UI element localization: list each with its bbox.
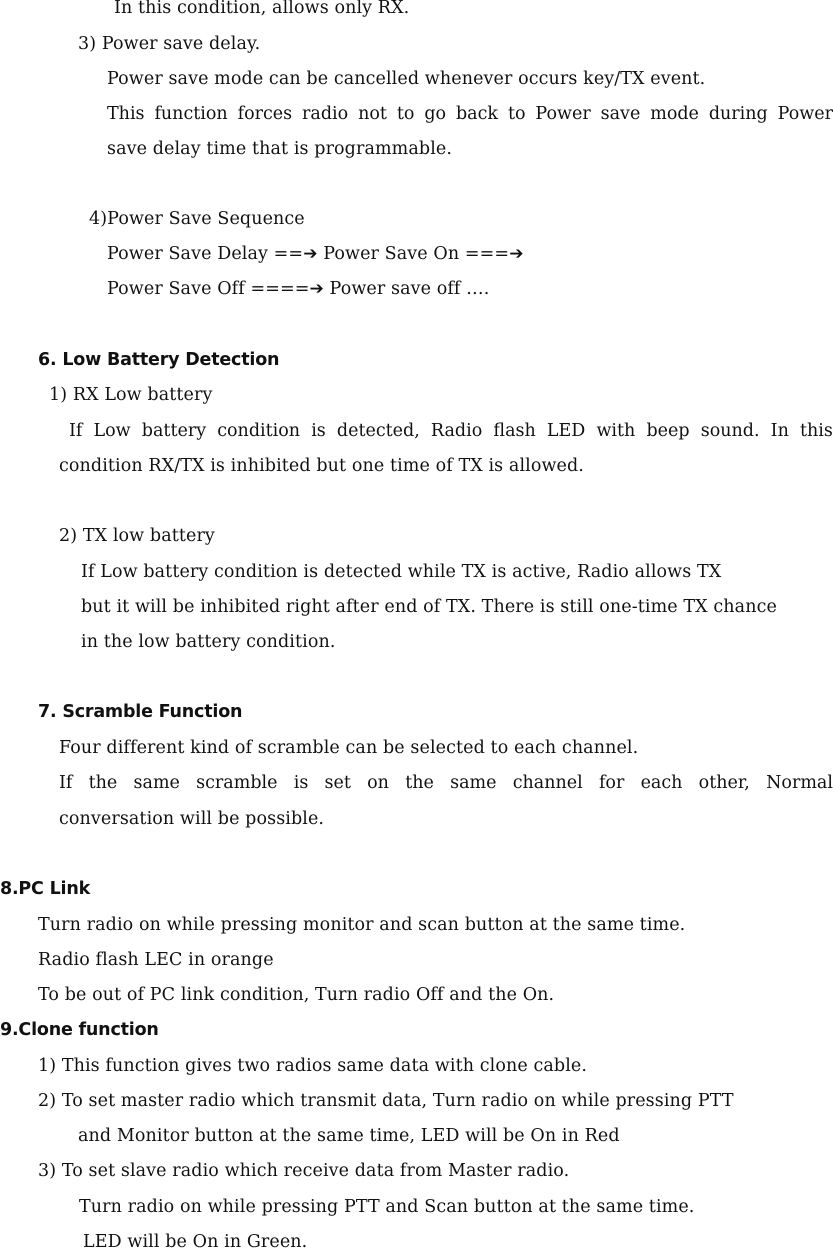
arrow-right-icon: ➔ bbox=[509, 244, 524, 264]
tx-low-battery-line2: but it will be inhibited right after end of TX. There is still one-time TX chance bbox=[81, 597, 777, 617]
word: is bbox=[293, 773, 309, 793]
scramble-line1: Four different kind of scramble can be selected to each channel. bbox=[59, 738, 639, 758]
clone-heading: 9.Clone function bbox=[0, 1020, 159, 1040]
clone-item3-line3: LED will be On in Green. bbox=[83, 1232, 308, 1252]
word: Radio bbox=[430, 421, 483, 441]
arrow-right-icon: ➔ bbox=[309, 279, 324, 299]
clone-item2-line1: 2) To set master radio which transmit data, Turn radio on while pressing PTT bbox=[38, 1091, 734, 1111]
word: save bbox=[600, 104, 641, 124]
clone-item3-line2: Turn radio on while pressing PTT and Scan button at the same time. bbox=[79, 1197, 695, 1217]
power-save-delay-line1: Power save mode can be cancelled whenever occurs key/TX event. bbox=[107, 69, 706, 89]
clone-item3-line1: 3) To set slave radio which receive data from Master radio. bbox=[38, 1161, 570, 1181]
pc-link-line1: Turn radio on while pressing monitor and scan button at the same time. bbox=[38, 915, 686, 935]
scramble-line2 bbox=[59, 772, 833, 794]
word: during bbox=[708, 104, 768, 124]
word: mode bbox=[650, 104, 699, 124]
word: battery bbox=[141, 421, 207, 441]
word: other, bbox=[698, 773, 750, 793]
word: with bbox=[596, 421, 636, 441]
word: each bbox=[640, 773, 683, 793]
word: on bbox=[367, 773, 389, 793]
word: Power bbox=[777, 104, 833, 124]
word: set bbox=[324, 773, 351, 793]
word: Power bbox=[535, 104, 591, 124]
word: beep bbox=[646, 421, 690, 441]
power-save-sequence-line2 bbox=[107, 278, 489, 300]
tx-low-battery-title: 2) TX low battery bbox=[59, 526, 215, 546]
word: same bbox=[450, 773, 497, 793]
rx-low-battery-line2: condition RX/TX is inhibited but one time of TX is allowed. bbox=[59, 456, 584, 476]
power-save-sequence-title: 4)Power Save Sequence bbox=[89, 209, 305, 229]
word: to bbox=[396, 104, 415, 124]
seq1-part-b: Power Save On === bbox=[317, 244, 510, 264]
word: the bbox=[88, 773, 118, 793]
word: to bbox=[507, 104, 526, 124]
power-save-delay-line2 bbox=[107, 103, 833, 125]
word: If bbox=[69, 421, 83, 441]
word: sound. bbox=[700, 421, 760, 441]
tx-low-battery-line3: in the low battery condition. bbox=[81, 632, 336, 652]
word: same bbox=[133, 773, 180, 793]
word: Low bbox=[93, 421, 131, 441]
word: This bbox=[107, 104, 145, 124]
word: detected, bbox=[336, 421, 420, 441]
word: scramble bbox=[196, 773, 278, 793]
pc-link-line2: Radio flash LEC in orange bbox=[38, 950, 274, 970]
clone-item2-line2: and Monitor button at the same time, LED will be On in Red bbox=[78, 1126, 620, 1146]
seq2-part-a: Power Save Off ==== bbox=[107, 279, 310, 299]
word: not bbox=[358, 104, 387, 124]
power-save-sequence-line1 bbox=[107, 243, 524, 265]
power-save-delay-title: 3) Power save delay. bbox=[78, 34, 261, 54]
word: this bbox=[799, 421, 833, 441]
word: go bbox=[424, 104, 447, 124]
power-save-rx-condition: In this condition, allows only RX. bbox=[114, 0, 410, 18]
word: Normal bbox=[766, 773, 833, 793]
pc-link-line3: To be out of PC link condition, Turn radio Off and the On. bbox=[38, 985, 555, 1005]
clone-item1: 1) This function gives two radios same data with clone cable. bbox=[38, 1056, 588, 1076]
word: LED bbox=[546, 421, 586, 441]
word: forces bbox=[237, 104, 293, 124]
power-save-delay-line3: save delay time that is programmable. bbox=[107, 139, 453, 159]
word: radio bbox=[302, 104, 349, 124]
word: function bbox=[154, 104, 228, 124]
scramble-line3: conversation will be possible. bbox=[59, 809, 325, 829]
rx-low-battery-line1 bbox=[69, 420, 833, 442]
seq1-part-a: Power Save Delay == bbox=[107, 244, 304, 264]
word: the bbox=[405, 773, 434, 793]
word: back bbox=[455, 104, 499, 124]
pc-link-heading: 8.PC Link bbox=[0, 879, 91, 899]
tx-low-battery-line1: If Low battery condition is detected while TX is active, Radio allows TX bbox=[81, 562, 722, 582]
word: If bbox=[59, 773, 73, 793]
low-battery-heading: 6. Low Battery Detection bbox=[38, 350, 280, 370]
word: is bbox=[311, 421, 326, 441]
word: In bbox=[770, 421, 789, 441]
scramble-heading: 7. Scramble Function bbox=[38, 702, 243, 722]
word: condition bbox=[217, 421, 301, 441]
arrow-right-icon: ➔ bbox=[303, 244, 318, 264]
word: for bbox=[598, 773, 625, 793]
rx-low-battery-title: 1) RX Low battery bbox=[49, 385, 213, 405]
word: flash bbox=[493, 421, 536, 441]
word: channel bbox=[512, 773, 583, 793]
seq2-part-b: Power save off …. bbox=[323, 279, 490, 299]
